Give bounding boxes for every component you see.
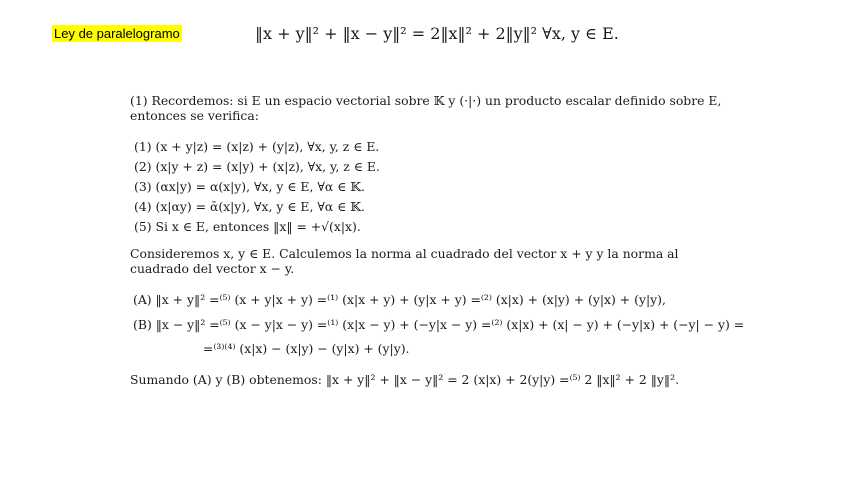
consider-paragraph: Consideremos x, y ∈ E. Calculemos la norma al cuadrado del vector x + y y la norma al cuadrado del vector x − y.: [130, 246, 679, 276]
equation-a: (A) ‖x + y‖² =⁽⁵⁾ (x + y|x + y) =⁽¹⁾ (x|x + y) + (y|x + y) =⁽²⁾ (x|x) + (x|y) + (y|x) + (y|y),: [133, 292, 666, 307]
properties-list: [134, 137, 380, 237]
property-item: (2) (x|y + z) = (x|y) + (x|z), ∀x, y, z ∈ E.: [134, 159, 380, 174]
conclusion-equation: Sumando (A) y (B) obtenemos: ‖x + y‖² + ‖x − y‖² = 2 (x|x) + 2(y|y) =⁽⁵⁾ 2 ‖x‖² + 2 ‖y‖².: [130, 372, 680, 387]
parallelogram-law-formula: ‖x + y‖² + ‖x − y‖² = 2‖x‖² + 2‖y‖² ∀x, y ∈ E.: [255, 24, 619, 43]
intro-paragraph: (1) Recordemos: si E un espacio vectorial sobre 𝕂 y (·|·) un producto escalar definido sobre E, entonces se verifica:: [130, 93, 722, 123]
property-item: (4) (x|αy) = ᾱ(x|y), ∀x, y ∈ E, ∀α ∈ 𝕂.: [134, 199, 365, 214]
property-item: (5) Si x ∈ E, entonces ‖x‖ = +√(x|x).: [134, 219, 361, 234]
property-item: (3) (αx|y) = α(x|y), ∀x, y ∈ E, ∀α ∈ 𝕂.: [134, 179, 365, 194]
equation-b-continuation: =⁽³⁾⁽⁴⁾ (x|x) − (x|y) − (y|x) + (y|y).: [203, 341, 410, 356]
slide-title: Ley de paralelogramo: [54, 26, 180, 41]
property-item: (1) (x + y|z) = (x|z) + (y|z), ∀x, y, z ∈ E.: [134, 139, 380, 154]
equation-b: (B) ‖x − y‖² =⁽⁵⁾ (x − y|x − y) =⁽¹⁾ (x|x − y) + (−y|x − y) =⁽²⁾ (x|x) + (x| − y) + (−y|x) + (−y| − y) =: [133, 317, 745, 332]
